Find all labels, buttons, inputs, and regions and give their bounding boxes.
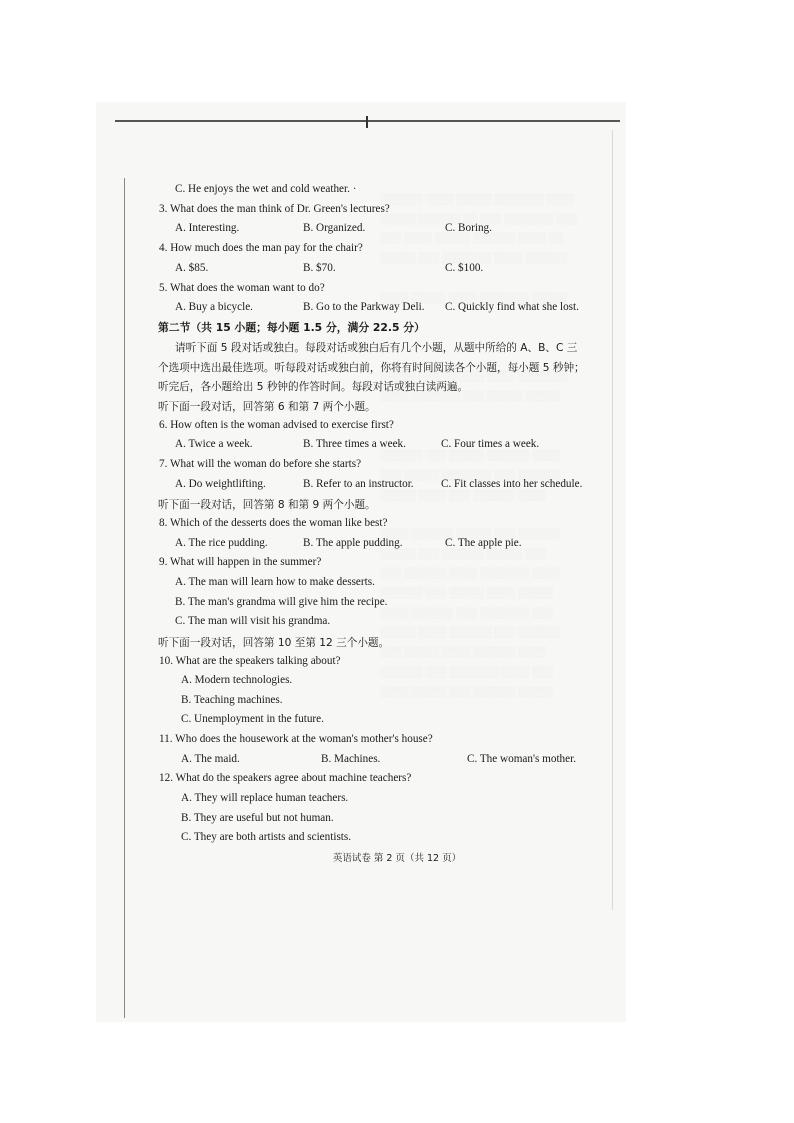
q9-option-b: B. The man's grandma will give him the recipe. — [175, 596, 388, 608]
q4-option-c: C. $100. — [445, 262, 484, 274]
q8-option-b: B. The apple pudding. — [303, 537, 403, 549]
group2-intro: 听下面一段对话，回答第 8 和第 9 两个小题。 — [158, 499, 376, 511]
q3-option-b: B. Organized. — [303, 222, 366, 234]
q5-stem: 5. What does the woman want to do? — [159, 282, 325, 294]
q10-option-a: A. Modern technologies. — [181, 674, 293, 686]
group1-intro: 听下面一段对话，回答第 6 和第 7 两个小题。 — [158, 401, 376, 413]
q2-option-c: C. He enjoys the wet and cold weather. · — [175, 183, 357, 195]
section-instruction-line-3: 听完后，各小题给出 5 秒钟的作答时间。每段对话或独白读两遍。 — [158, 381, 469, 393]
q3-option-a: A. Interesting. — [175, 222, 240, 234]
q12-option-b: B. They are useful but not human. — [181, 812, 334, 824]
q11-option-b: B. Machines. — [321, 753, 381, 765]
q8-stem: 8. Which of the desserts does the woman like best? — [159, 517, 388, 529]
group3-intro: 听下面一段对话，回答第 10 至第 12 三个小题。 — [158, 637, 390, 649]
section-instruction-line-2: 个选项中选出最佳选项。听每段对话或独白前，你将有时间阅读各个小题，每小题 5 秒钟； — [158, 362, 585, 374]
q12-option-a: A. They will replace human teachers. — [181, 792, 349, 804]
page-footer: 英语试卷 第 2 页（共 12 页） — [332, 853, 462, 864]
q10-stem: 10. What are the speakers talking about? — [159, 655, 341, 667]
q6-stem: 6. How often is the woman advised to exercise first? — [159, 419, 394, 431]
q6-option-b: B. Three times a week. — [303, 438, 406, 450]
q7-option-b: B. Refer to an instructor. — [303, 478, 414, 490]
section-instruction-line-1: 请听下面 5 段对话或独白。每段对话或独白后有几个小题，从题中所给的 A、B、C 三 — [175, 342, 578, 354]
q3-stem: 3. What does the man think of Dr. Green's lectures? — [159, 203, 390, 215]
q7-option-c: C. Fit classes into her schedule. — [441, 478, 583, 490]
q12-stem: 12. What do the speakers agree about machine teachers? — [159, 772, 412, 784]
q6-option-a: A. Twice a week. — [175, 438, 253, 450]
q5-option-b: B. Go to the Parkway Deli. — [303, 301, 425, 313]
q8-option-a: A. The rice pudding. — [175, 537, 268, 549]
q5-option-c: C. Quickly find what she lost. — [445, 301, 579, 313]
q10-option-c: C. Unemployment in the future. — [181, 713, 324, 725]
q9-option-a: A. The man will learn how to make desserts. — [175, 576, 375, 588]
q11-stem: 11. Who does the housework at the woman's mother's house? — [159, 733, 433, 745]
section-title: 第二节（共 15 小题；每小题 1.5 分，满分 22.5 分） — [158, 321, 425, 334]
q7-stem: 7. What will the woman do before she starts? — [159, 458, 362, 470]
q7-option-a: A. Do weightlifting. — [175, 478, 266, 490]
q11-option-c: C. The woman's mother. — [467, 753, 577, 765]
q3-option-c: C. Boring. — [445, 222, 492, 234]
q11-option-a: A. The maid. — [181, 753, 240, 765]
q10-option-b: B. Teaching machines. — [181, 694, 283, 706]
q5-option-a: A. Buy a bicycle. — [175, 301, 253, 313]
q12-option-c: C. They are both artists and scientists. — [181, 831, 352, 843]
q6-option-c: C. Four times a week. — [441, 438, 540, 450]
q4-stem: 4. How much does the man pay for the chair? — [159, 242, 363, 254]
bleed-through-texture: ░░░░░░ ░░░░ ░░░░░ ░░░░░░░ ░░░░ ░░░░░ ░░░░░░ ░░ ░░░ ░░░░░░░ ░░░ ░░░ ░░░░ ░░░░░ ░░░░░░ ░░░░ ░░ ░░░░░ ░░░ ░░░░░░░ ░░░░ ░░░░░░ ░░░░ ░░░░░ ░░░░ ░░░░░░░ ░░░░░ ░░░░░ ░░░ ░░░░░░ ░░░░ ░░░░░░░ ░░░░ ░░░░░░░ ░░░ ░░░░░ ░░░░░ ░░░░░░ ░░░ ░░░░░ ░░░░░░ ░░░░ ░░░ ░░░░░ ░░░░░░░ ░░░ ░░░░░░ ░░░░░ ░░░░ ░░░ ░░░░░░ ░░░░ ░░░░ ░░░░░░ ░░░░░ ░░░ ░░░░░░ ░░░░░ ░░░ ░░░░░░ ░░░░░ ░░░ ░░░ ░░░░░░ ░░░░ ░░░░░░░ ░░░░ ░░░░░░ ░░░ ░░░░░ ░░░░ ░░░░░ ░░░░ ░░░░░░ ░░░ ░░░░░░░ ░░░ ░░░░░ ░░░░ ░░░░░░ ░░░ ░░░░░░ ░░░ ░░░░░ ░░░░ ░░░░░░ ░░░░ ░░░░░░ ░░░ ░░░░░░░ ░░░░ ░░░ ░░░░ ░░░░░ ░░░ ░░░░░░ ░░░░░ — [380, 194, 577, 698]
q9-option-c: C. The man will visit his grandma. — [175, 615, 331, 627]
q8-option-c: C. The apple pie. — [445, 537, 522, 549]
q9-stem: 9. What will happen in the summer? — [159, 556, 322, 568]
q4-option-a: A. $85. — [175, 262, 209, 274]
q4-option-b: B. $70. — [303, 262, 336, 274]
